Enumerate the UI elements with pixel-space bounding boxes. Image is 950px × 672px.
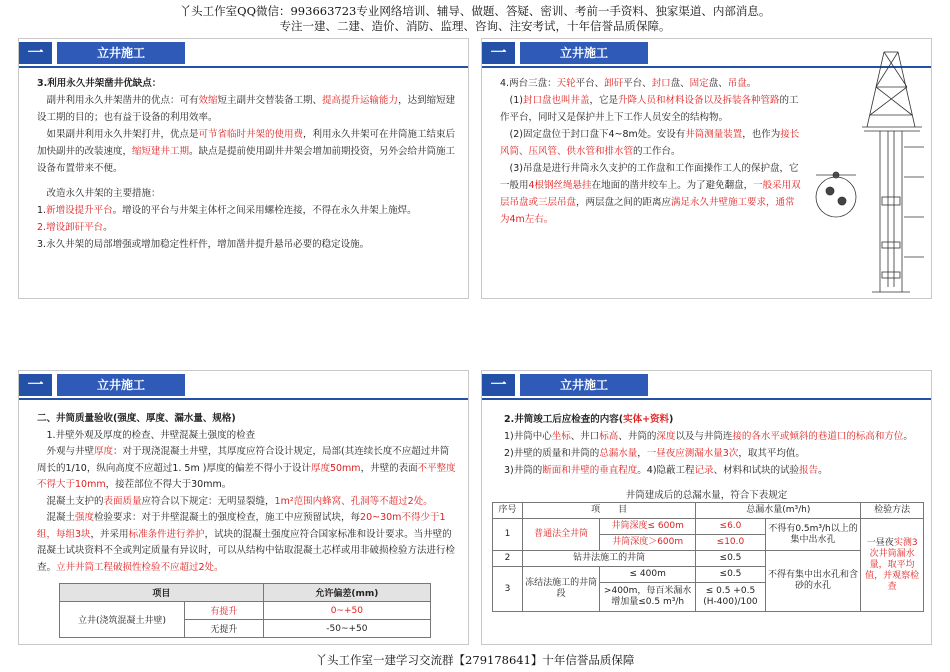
slide-2-l4: (3)吊盘是进行井筒永久支护的工作盘和工作面操作工人的保护盘，它一般用4根钢丝绳悬挂在地面的凿井绞车上。为了避免翻盘，一般采用双层吊盘或三层吊盘，两层盘之间的距离应满足永久井壁施工要求，通常为4m左右。 (500, 163, 801, 225)
leak-table-cell: ≤ 0.5 +0.5 (H-400)/100 (696, 583, 766, 612)
deviation-table-cell: 0~+50 (263, 602, 430, 620)
footer: 丫头工作室一建学习交流群【279178641】十年信誉品质保障 (315, 653, 635, 667)
slide-4-l1: 1)井筒中心坐标、井口标高、井筒的深度以及与井筒连接的各水平或倾斜的巷道口的标高和方位。 (504, 431, 913, 442)
slide-1-p2: 如果副井利用永久井架打井，优点是可节省临时井架的使用费，利用永久井架可在井筒施工结束后加快副井的改装速度，缩短建井工期。缺点是提前使用副井井架会增加前期投资，另外会给井筒施工设备布置带来不便。 (37, 129, 456, 174)
header-line-2: 专注一建、二建、造价、消防、监理、咨询、注安考试，十年信誉品质保障。 (279, 19, 671, 33)
slide-1-body (37, 75, 458, 253)
leak-table-cell: ≤6.0 (696, 519, 766, 535)
section-dash: 一 (19, 42, 52, 64)
slide-4 (481, 370, 932, 645)
slide-1-m2: 2.增设卸矸平台。 (37, 222, 113, 233)
shaft-headframe-diagram (812, 47, 928, 297)
leak-table-cell: 不得有0.5m³/h以上的集中出水孔 (765, 519, 861, 551)
slide-4-body (504, 411, 921, 479)
section-dash: 一 (482, 374, 515, 396)
leak-table-cell: ≤ 400m (600, 567, 696, 583)
header-line-1: 丫头工作室QQ微信：993663723专业网络培训、辅导、做题、答疑、密训、考前一手资料、独家渠道、内部消息。 (179, 4, 771, 18)
slide-1-heading: 3.利用永久井架凿井优缺点： (37, 78, 162, 89)
slide-1-p3: 改造永久井架的主要措施： (46, 188, 161, 199)
leak-table-cell: 钻井法施工的井筒 (523, 551, 696, 567)
slide-4-heading: 2.井筒竣工后应检查的内容(实体+资料) (504, 414, 674, 425)
deviation-table-cell: -50~+50 (263, 620, 430, 638)
title-rule (19, 66, 468, 68)
leak-table-cell: >400m，每百米漏水增加量≤0.5 m³/h (600, 583, 696, 612)
slide-1-p1: 副井利用永久井架凿井的优点：可有效缩短主副井交替装备工期、提高提升运输能力，达到缩短建设工期的目的；也有益于设备的利用效率。 (37, 95, 456, 123)
slide-4-l2: 2)井壁的质量和井筒的总漏水量，一昼夜应测漏水量3次，取其平均值。 (504, 448, 805, 459)
section-title: 立井施工 (57, 374, 185, 396)
leak-table-cell: 不得有集中出水孔和含砂的水孔 (765, 551, 861, 612)
slide-2-l2: (1)封口盘也叫井盖，它是升降人员和材料设备以及拆装各种管路的工作平台，同时又是保护井上下工作人员安全的结构物。 (500, 95, 799, 123)
slide-2-l3: (2)固定盘位于封口盘下4~8m处。安设有井筒测量装置，也作为接长风筒、压风管、供水管和排水管的工作台。 (500, 129, 800, 157)
slide-3-body (37, 411, 458, 576)
slide-2-body (500, 75, 801, 228)
slide-3-heading: 二、井筒质量验收(强度、厚度、漏水量、规格) (37, 413, 236, 424)
leak-table-cell: ≤0.5 (696, 551, 766, 567)
leak-table-cell: 井筒深度＞600m (600, 535, 696, 551)
leak-table-title: 井筒建成后的总漏水量，符合下表规定 (625, 490, 788, 501)
deviation-table-cell: 无提升 (185, 620, 264, 638)
leak-table-cell: 井筒深度≤ 600m (600, 519, 696, 535)
deviation-table-cell: 有提升 (185, 602, 264, 620)
leak-table-cell: 3 (493, 567, 523, 612)
slide-3-l1: 1.井壁外观及厚度的检查、井壁混凝土强度的检查 (46, 429, 256, 441)
leak-table-cell: 普通法全井筒 (523, 519, 600, 551)
section-title: 立井施工 (520, 42, 648, 64)
leak-table-cell: ≤10.0 (696, 535, 766, 551)
slide-3-l2: 外观与井壁厚度：对于现浇混凝土井壁，其厚度应符合设计规定，局部(其连续长度不应超过井筒周长的1/10，纵向高度不应超过1. 5m )厚度的偏差不得小于设计厚度50mm，井壁的表面不平整度不得大于10mm，接茬部位不得大于30mm。 (37, 446, 456, 490)
title-rule (482, 398, 931, 400)
leak-table-header-seq: 序号 (493, 503, 523, 519)
deviation-table (59, 583, 431, 638)
slide-2-l1: 4.两台三盘：天轮平台、卸矸平台、封口盘、固定盘、吊盘。 (500, 78, 757, 89)
title-rule (19, 398, 468, 400)
slide-3 (18, 370, 469, 645)
leak-table-method-cell: 一昼夜实测3次井筒漏水量，取平均值，并观察检查 (861, 519, 924, 612)
slide-3-l3: 混凝土支护的表面质量应符合以下规定：无明显裂缝，1m²范围内蜂窝、孔洞等不超过2处。 (46, 495, 433, 507)
deviation-table-row-label: 立井(浇筑混凝土井壁) (60, 602, 185, 638)
leak-table-header-item: 项 目 (523, 503, 696, 519)
leak-table (492, 502, 924, 612)
leak-table-header-method: 检验方法 (861, 503, 924, 519)
leak-table-cell: 2 (493, 551, 523, 567)
slide-1-m3: 3.永久井架的局部增强或增加稳定性杆件，增加凿井提升悬吊必要的稳定设施。 (37, 239, 370, 250)
deviation-table-header-item: 项目 (60, 584, 264, 602)
slide-4-l3: 3)井筒的断面和井壁的垂直程度。4)隐蔽工程记录、材料和试块的试验报告。 (504, 465, 828, 476)
section-dash: 一 (482, 42, 515, 64)
slide-2 (481, 38, 932, 299)
leak-table-cell: ≤0.5 (696, 567, 766, 583)
section-title: 立井施工 (520, 374, 648, 396)
slide-3-l4: 混凝土强度检验要求：对于井壁混凝土的强度检查，施工中应预留试块，每20~30m不得少于1组，每组3块，并采用标准条件进行养护，试块的混凝土强度应符合国家标准和设计要求。当井壁的混凝土试块资料不全或判定质量有异议时，可以从结构中钻取混凝土芯样或用非破损检验方法进行检查。立井井筒工程破损性检验不应超过2处。 (37, 512, 456, 573)
leak-table-header-leak: 总漏水量(m³/h) (696, 503, 861, 519)
section-dash: 一 (19, 374, 52, 396)
leak-table-cell: 1 (493, 519, 523, 551)
slide-1 (18, 38, 469, 299)
slide-1-m1: 1.新增设提升平台。增设的平台与井架主体杆之间采用螺栓连接，不得在永久井架上施焊。 (37, 205, 417, 216)
deviation-table-header-deviation: 允许偏差(mm) (263, 584, 430, 602)
leak-table-cell: 冻结法施工的井筒段 (523, 567, 600, 612)
section-title: 立井施工 (57, 42, 185, 64)
